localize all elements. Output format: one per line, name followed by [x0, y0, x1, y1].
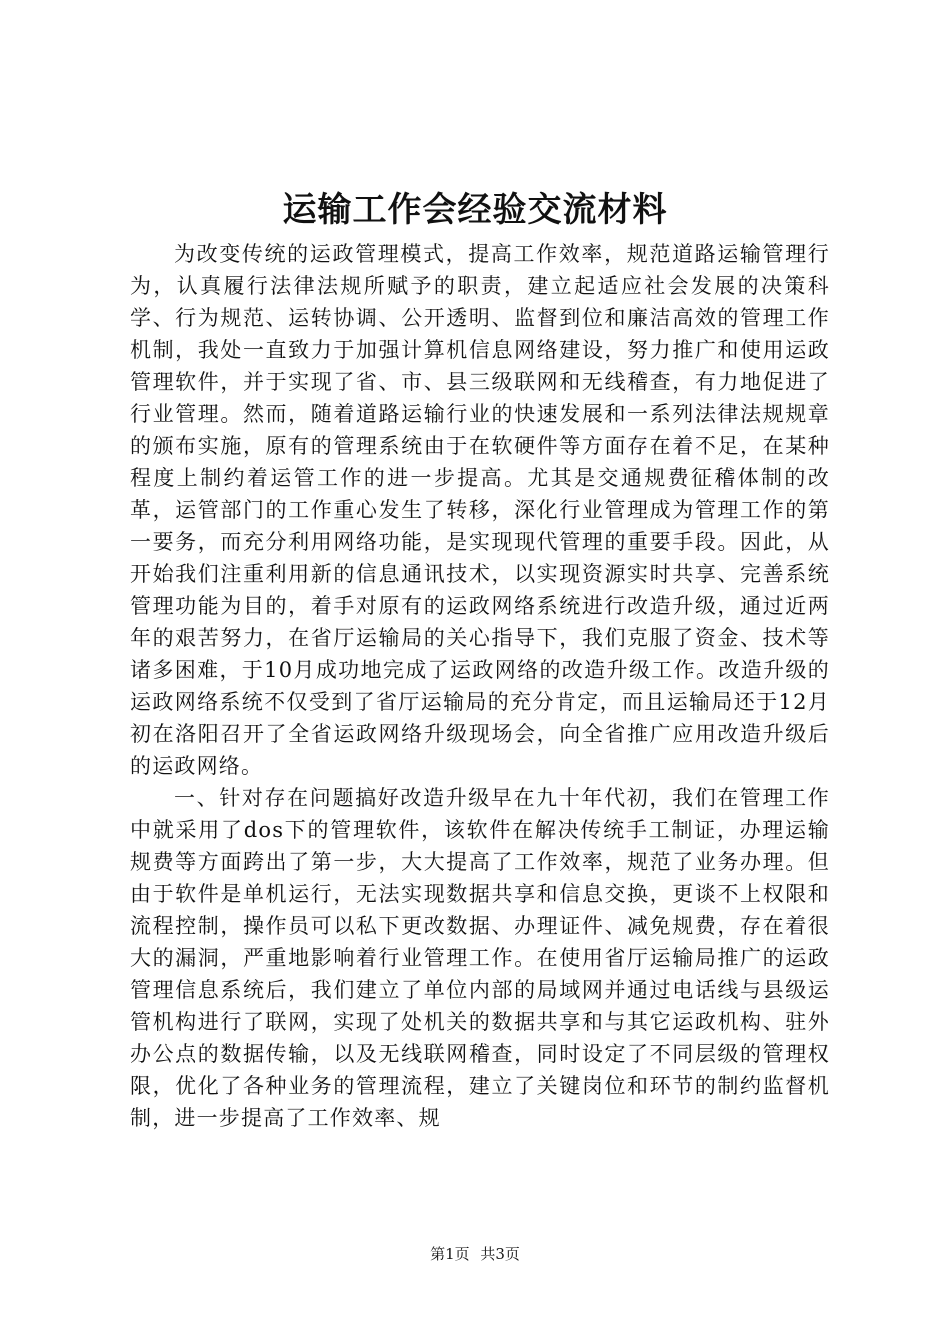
- page-total: 共3页: [480, 1245, 520, 1263]
- page-number: 第1页: [430, 1245, 470, 1263]
- paragraph-section-1: 一、针对存在问题搞好改造升级早在九十年代初，我们在管理工作中就采用了dos下的管理软件，该软件在解决传统手工制证，办理运输规费等方面跨出了第一步，大大提高了工作效率，规范了业务办理。但由于软件是单机运行，无法实现数据共享和信息交换，更谈不上权限和流程控制，操作员可以私下更改数据、办理证件、减免规费，存在着很大的漏洞，严重地影响着行业管理工作。在使用省厅运输局推广的运政管理信息系统后，我们建立了单位内部的局域网并通过电话线与县级运管机构进行了联网，实现了处机关的数据共享和与其它运政机构、驻外办公点的数据传输，以及无线联网稽查，同时设定了不同层级的管理权限，优化了各种业务的管理流程，建立了关键岗位和环节的制约监督机制，进一步提高了工作效率、规: [130, 786, 830, 1130]
- page-footer: [0, 1244, 950, 1264]
- document-body: [130, 238, 830, 1134]
- document-title: 运输工作会经验交流材料: [282, 190, 668, 230]
- paragraph-intro: 为改变传统的运政管理模式，提高工作效率，规范道路运输管理行为，认真履行法律法规所赋予的职责，建立起适应社会发展的决策科学、行为规范、运转协调、公开透明、监督到位和廉洁高效的管理工作机制，我处一直致力于加强计算机信息网络建设，努力推广和使用运政管理软件，并于实现了省、市、县三级联网和无线稽查，有力地促进了行业管理。然而，随着道路运输行业的快速发展和一系列法律法规规章的颁布实施，原有的管理系统由于在软硬件等方面存在着不足，在某种程度上制约着运管工作的进一步提高。尤其是交通规费征稽体制的改革，运管部门的工作重心发生了转移，深化行业管理成为管理工作的第一要务，而充分利用网络功能，是实现现代管理的重要手段。因此，从开始我们注重利用新的信息通讯技术，以实现资源实时共享、完善系统管理功能为目的，着手对原有的运政网络系统进行改造升级，通过近两年的艰苦努力，在省厅运输局的关心指导下，我们克服了资金、技术等诸多困难，于10月成功地完成了运政网络的改造升级工作。改造升级的运政网络系统不仅受到了省厅运输局的充分肯定，而且运输局还于12月初在洛阳召开了全省运政网络升级现场会，向全省推广应用改造升级后的运政网络。: [130, 242, 830, 778]
